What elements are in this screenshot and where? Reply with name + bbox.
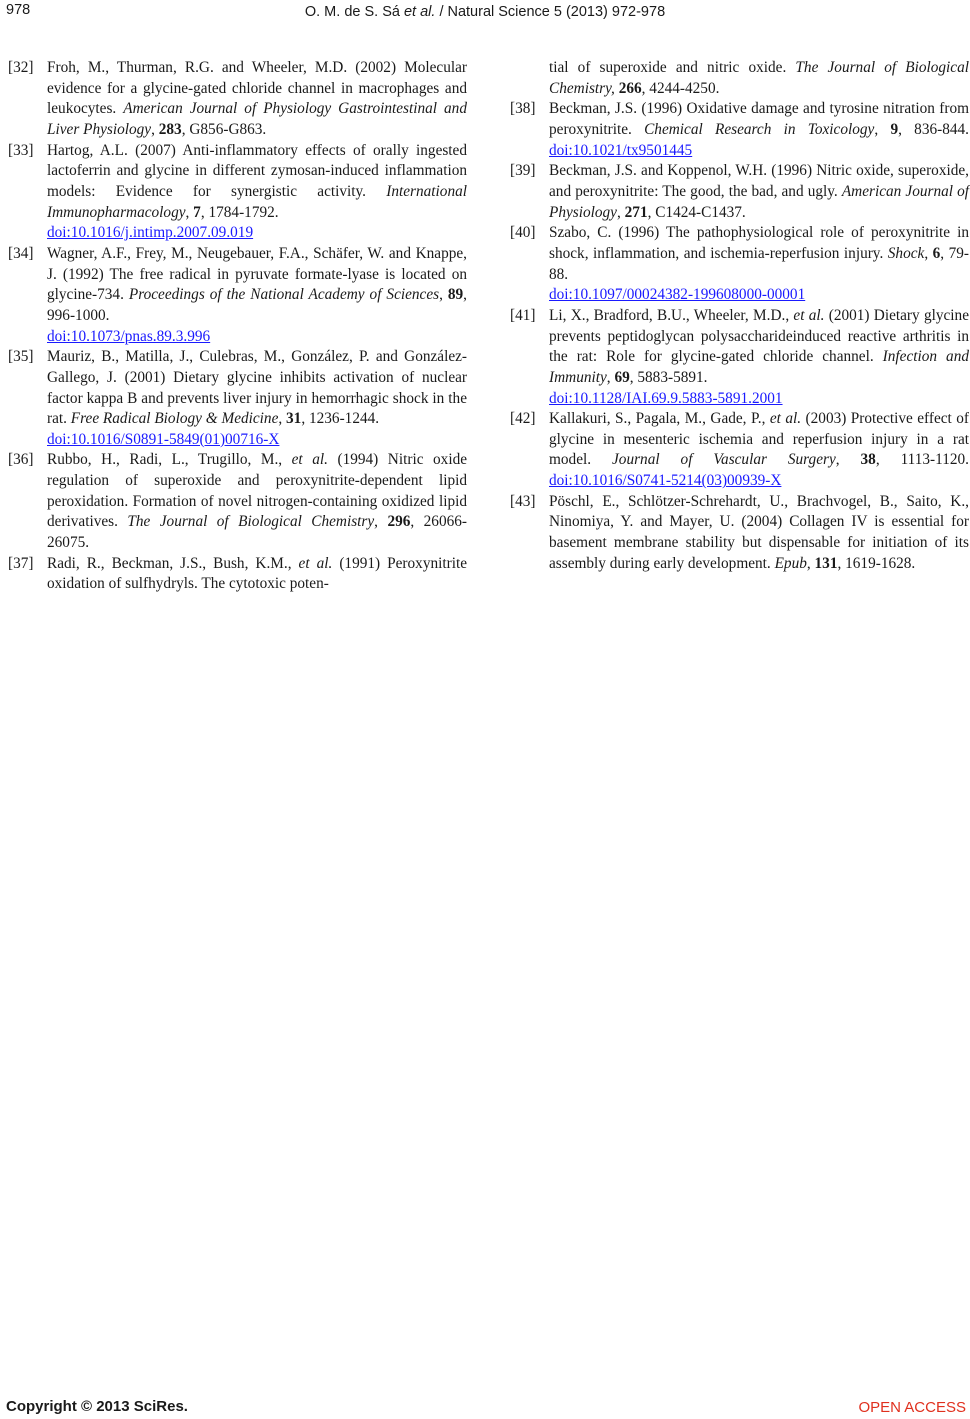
reference-volume: 7 [193,203,201,221]
reference-journal: American Journal of Physiology Gastrointestinal and Liver Physiology [47,100,467,138]
reference-separator: , [924,244,933,262]
reference-text [549,161,969,223]
reference-separator: , [374,513,388,531]
running-header [0,4,970,20]
reference-journal: International Immunopharmacology [47,182,467,221]
reference-pages: , 79-88. [549,244,970,283]
reference-number: [40] [510,224,536,242]
reference-text [549,409,969,492]
reference-et-al: et al. [291,451,328,469]
copyright-notice: Copyright © 2013 SciRes. [6,1398,188,1415]
reference-separator: , [439,286,448,304]
reference-title: (1994) Nitric oxide regulation of superoxide and peroxynitrite-dependent lipid peroxidation. Formation of novel nitrogen-containing oxidized lipid derivatives. [47,451,468,531]
reference-number: [34] [8,244,34,262]
reference-number: [38] [510,100,536,118]
reference-journal: Infection and Immunity [549,348,970,386]
reference-entry [510,58,969,99]
reference-number: [36] [8,451,34,469]
reference-doi-link[interactable]: doi:10.1016/S0891-5849(01)00716-X [47,430,280,448]
reference-text [47,141,467,244]
reference-text [549,223,969,306]
reference-journal: Free Radical Biology & Medicine [70,410,279,428]
reference-authors-title: Hartog, A.L. (2007) Anti-inflammatory effects of orally ingested lactoferrin and glycine in different zymosan-induced inflammation models: Evidence for synergistic activity. [47,141,467,200]
reference-volume: 271 [624,203,648,221]
reference-entry [510,306,969,409]
reference-number: [32] [8,59,34,76]
reference-pages: , 1784-1792. [200,203,279,221]
reference-separator: , [835,451,861,469]
reference-authors-title: Rubbo, H., Radi, L., Trugillo, M., [47,451,292,469]
reference-et-al: et al. [298,554,333,572]
reference-pages: , 836-844. [898,120,969,138]
reference-doi-link[interactable]: doi:10.1021/tx9501445 [549,141,693,159]
reference-text [549,99,969,161]
reference-title: (1991) Peroxynitrite oxidation of sulfhydryls. The cytotoxic poten- [47,554,467,593]
reference-volume: 266 [618,79,642,97]
reference-text [549,306,969,409]
reference-volume: 38 [860,451,876,469]
reference-doi-link[interactable]: doi:10.1128/IAI.69.9.5883-5891.2001 [549,389,783,407]
reference-journal: Proceedings of the National Academy of Sciences [128,286,440,304]
reference-doi-link[interactable]: doi:10.1097/00024382-199608000-00001 [549,286,806,304]
reference-separator: , [874,120,891,138]
reference-separator: , [185,203,194,221]
reference-entry [8,141,467,244]
reference-pages: , 5883-5891. [629,368,708,386]
reference-pages: , 1113-1120. [875,451,970,469]
reference-text [549,58,969,99]
reference-separator: , [616,203,625,221]
reference-authors-title: Szabo, C. (1996) The pathophysiological role of peroxynitrite in shock, inflammation, and ischemia-reperfusion injury. [549,224,969,262]
reference-number: [43] [510,492,536,510]
reference-separator: , [151,120,159,138]
reference-entry [510,409,969,492]
reference-number: [35] [8,348,34,366]
reference-journal: The Journal of Biological Chemistry [127,513,375,531]
reference-entry [8,450,467,553]
reference-volume: 9 [890,120,899,138]
reference-authors-title: Radi, R., Beckman, J.S., Bush, K.M., [47,554,299,572]
reference-volume: 69 [614,368,630,386]
reference-authors-title: Beckman, J.S. (1996) Oxidative damage and tyrosine nitration from peroxynitrite. [549,100,969,138]
reference-volume: 31 [286,410,302,428]
page-number: 978 [6,2,31,18]
reference-et-al: et al. [769,410,802,428]
reference-text [549,492,969,575]
reference-number: [42] [510,410,536,428]
reference-volume: 89 [447,286,464,304]
reference-number: [39] [510,162,536,180]
reference-authors-title: Pöschl, E., Schlötzer-Schrehardt, U., Brachvogel, B., Saito, K., Ninomiya, Y. and Mayer, U. (2004) Collagen IV is essential for basement membrane stability but dispensable for initiation of its assembly during early development. [549,492,969,572]
reference-pages: , C1424-C1437. [647,203,746,221]
reference-pages: , 1619-1628. [837,554,916,572]
reference-authors-title: tial of superoxide and nitric oxide. [549,59,796,76]
reference-volume: 296 [387,513,411,531]
reference-et-al: et al. [793,306,825,324]
reference-text [47,58,467,141]
reference-journal: The Journal of Biological Chemistry, [549,59,969,97]
header-authors: O. M. de S. Sá [304,4,400,20]
right-column [510,58,969,574]
reference-journal: Epub [774,554,807,572]
reference-journal: Journal of Vascular Surgery [612,451,836,469]
reference-volume: 283 [158,120,182,138]
reference-number: [41] [510,306,536,324]
reference-text [47,347,467,450]
reference-entry [8,244,467,347]
reference-journal: Shock [887,244,925,262]
left-column [8,58,467,595]
reference-separator: , [278,410,287,428]
reference-journal: Chemical Research in Toxicology [644,120,875,138]
reference-authors-title: Mauriz, B., Matilla, J., Culebras, M., González, P. and González-Gallego, J. (2001) Dietary glycine inhibits activation of nuclear factor kappa B and prevents liver injury in hemorrhagic shock in the rat. [47,348,467,428]
reference-entry [8,347,467,450]
reference-authors-title: Kallakuri, S., Pagala, M., Gade, P., [549,410,770,428]
reference-volume: 131 [814,554,838,572]
reference-number: [33] [8,141,34,159]
reference-title: (2003) Protective effect of glycine in mesenteric ischemia and reperfusion injury in a rat model. [549,410,969,469]
open-access-label: OPEN ACCESS [858,1399,966,1416]
reference-entry [510,492,969,575]
header-journal: / Natural Science 5 (2013) 972-978 [439,4,666,20]
reference-entry [8,58,467,141]
reference-entry [510,161,969,223]
reference-title: (2001) Dietary glycine prevents peptidoglycan polysaccharideinduced reactive arthritis in the rat: Role for glycine-gated chloride channel. [549,306,969,366]
reference-entry [8,554,467,595]
reference-volume: 6 [932,244,941,262]
reference-pages: , 996-1000. [47,286,467,324]
reference-text [47,554,467,595]
reference-pages: , 4244-4250. [641,79,720,97]
reference-entry [510,223,969,306]
reference-separator: , [606,368,615,386]
reference-authors-title: Froh, M., Thurman, R.G. and Wheeler, M.D. (2002) Molecular evidence for a glycine-gated chloride channel in macrophages and leukocytes. [47,59,467,118]
reference-journal: American Journal of Physiology [549,182,969,221]
reference-pages: , G856-G863. [181,120,267,138]
header-et-al: et al. [403,4,436,20]
reference-number: [37] [8,554,34,572]
reference-entry [510,99,969,161]
reference-doi-link[interactable]: doi:10.1073/pnas.89.3.996 [47,327,211,345]
reference-authors-title: Wagner, A.F., Frey, M., Neugebauer, F.A., Schäfer, W. and Knappe, J. (1992) The free radical in pyruvate formate-lyase is located on glycine-734. [47,244,467,304]
reference-separator: , [806,554,815,572]
reference-doi-link[interactable]: doi:10.1016/j.intimp.2007.09.019 [47,224,254,242]
reference-pages: , 1236-1244. [301,410,380,428]
reference-pages: , 26066-26075. [47,513,467,552]
reference-authors-title: Beckman, J.S. and Koppenol, W.H. (1996) Nitric oxide, superoxide, and peroxynitrite: The good, the bad, and ugly. [549,162,969,200]
reference-doi-link[interactable]: doi:10.1016/S0741-5214(03)00939-X [549,472,782,490]
reference-text [47,450,467,553]
reference-text [47,244,467,347]
reference-authors-title: Li, X., Bradford, B.U., Wheeler, M.D., [549,306,794,324]
